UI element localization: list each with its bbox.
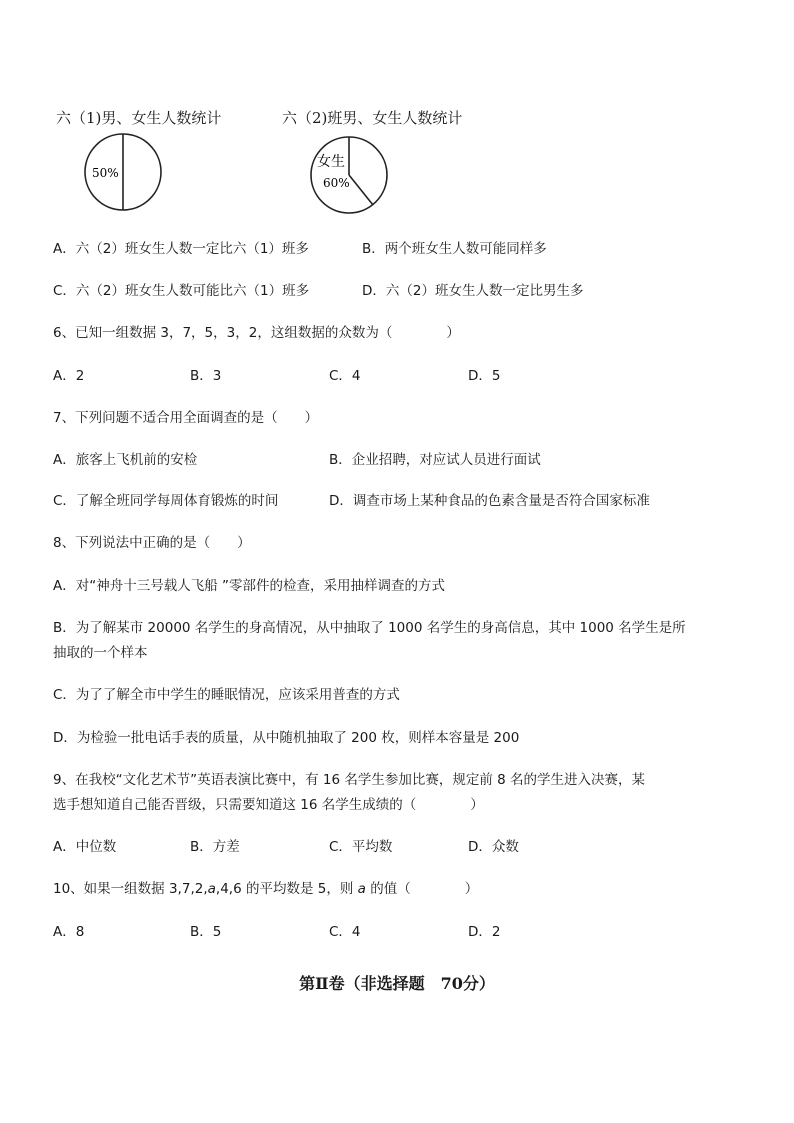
- q8-option-b-line2: 抽取的一个样本: [53, 645, 148, 661]
- q7-option-b: B．企业招聘，对应试人员进行面试: [329, 452, 541, 468]
- q9-option-d: D．众数: [468, 839, 519, 855]
- q10-variable-a: a: [207, 881, 216, 897]
- pie-slice-label: 50%: [92, 166, 119, 180]
- q10-stem: [53, 880, 478, 898]
- q5-option-d: D．六（2）班女生人数一定比男生多: [362, 283, 584, 299]
- q5-option-c: C．六（2）班女生人数可能比六（1）班多: [53, 283, 310, 299]
- pie-chart-class-2: [309, 135, 389, 215]
- pie-chart-class-1: [83, 132, 163, 212]
- q10-stem-part-3: 的值（ ）: [365, 881, 479, 897]
- chart-right-caption: 六（2)班男、女生人数统计: [282, 109, 463, 127]
- q9-option-b: B．方差: [190, 839, 240, 855]
- q10-option-d: D．2: [468, 924, 501, 940]
- pie-slice-label-girls: 女生: [317, 154, 345, 170]
- q6-option-a: A．2: [53, 368, 85, 384]
- q10-variable-a-2: a: [357, 881, 366, 897]
- q7-option-a: A．旅客上飞机前的安检: [53, 452, 198, 468]
- q10-option-b: B．5: [190, 924, 222, 940]
- q9-option-a: A．中位数: [53, 839, 117, 855]
- q6-option-d: D．5: [468, 368, 501, 384]
- q10-option-a: A．8: [53, 924, 85, 940]
- q7-option-d: D．调查市场上某种食品的色素含量是否符合国家标准: [329, 493, 650, 509]
- q10-stem-part-2: ,4,6 的平均数是 5，则: [215, 881, 358, 897]
- q6-option-b: B．3: [190, 368, 222, 384]
- section-title: 第Ⅱ卷（非选择题 70分）: [299, 974, 495, 993]
- q7-option-c: C．了解全班同学每周体育锻炼的时间: [53, 493, 279, 509]
- q8-option-d: D．为检验一批电话手表的质量，从中随机抽取了 200 枚，则样本容量是 200: [53, 730, 520, 746]
- q8-option-c: C．为了了解全市中学生的睡眠情况，应该采用普查的方式: [53, 687, 400, 703]
- pie-slice-percent: 60%: [323, 176, 350, 190]
- q7-stem: 7、下列问题不适合用全面调查的是（ ）: [53, 410, 319, 426]
- q8-option-a: A．对“神舟十三号载人飞船 ”零部件的检查，采用抽样调查的方式: [53, 578, 446, 594]
- q5-option-a: A．六（2）班女生人数一定比六（1）班多: [53, 241, 309, 257]
- q9-option-c: C．平均数: [329, 839, 393, 855]
- q8-option-b-line1: B．为了解某市 20000 名学生的身高情况，从中抽取了 1000 名学生的身高信息，其中 1000 名学生是所: [53, 620, 686, 636]
- q8-stem: 8、下列说法中正确的是（ ）: [53, 535, 251, 551]
- q5-option-b: B．两个班女生人数可能同样多: [362, 241, 547, 257]
- chart-left-caption: 六（1)男、女生人数统计: [56, 109, 222, 127]
- q6-stem: 6、已知一组数据 3，7，5，3，2，这组数据的众数为（ ）: [53, 325, 460, 341]
- q10-stem-part-1: 10、如果一组数据 3,7,2,: [53, 881, 208, 897]
- q10-option-c: C．4: [329, 924, 361, 940]
- q9-stem-line2: 选手想知道自己能否晋级，只需要知道这 16 名学生成绩的（ ）: [53, 797, 484, 813]
- q6-option-c: C．4: [329, 368, 361, 384]
- q9-stem-line1: 9、在我校“文化艺术节”英语表演比赛中，有 16 名学生参加比赛，规定前 8 名的学生进入决赛，某: [53, 772, 646, 788]
